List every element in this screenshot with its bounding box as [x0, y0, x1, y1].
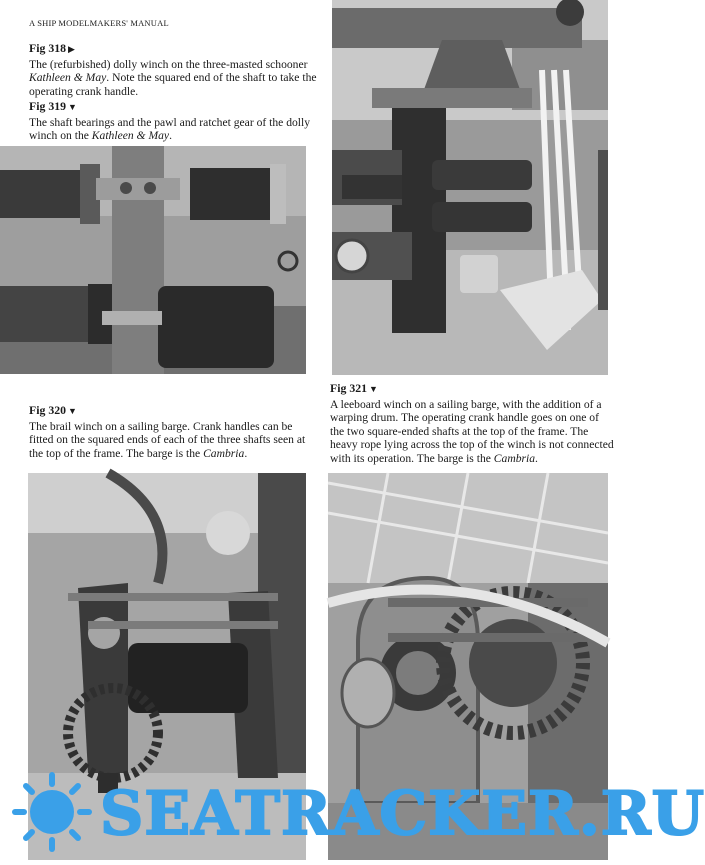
fig-319-photo [0, 146, 306, 374]
fig-320-caption [29, 404, 313, 460]
fig-318-photo [332, 0, 608, 375]
fig-319-caption [29, 100, 319, 143]
fig-319-label: Fig 319 ▼ [29, 99, 77, 113]
fig-318-caption [29, 42, 319, 98]
watermark [0, 770, 705, 860]
fig-318-label: Fig 318 ▶ [29, 41, 75, 55]
fig-320-text: The brail winch on a sailing barge. Crank handles can be fitted on the squared ends of each of the three shafts seen at the top of the frame. The barge is the Cambria. [29, 419, 306, 460]
fig-318-text: The (refurbished) dolly winch on the three-masted schooner Kathleen & May. Note the squared end of the shaft to take the operating crank handle. [29, 57, 317, 98]
fig-320-label: Fig 320 ▼ [29, 403, 77, 417]
sun-logo-icon [15, 775, 89, 849]
fig-319-text: The shaft bearings and the pawl and ratchet gear of the dolly winch on the Kathleen & May. [29, 115, 311, 142]
fig-321-text: A leeboard winch on a sailing barge, with the addition of a warping drum. The operating crank handle goes on one of the two square-ended shafts at the top of the frame. The heavy rope lying across the top of the winch is not connected with its operation. The barge is the Cambria. [330, 397, 614, 465]
fig-321-label: Fig 321 ▼ [330, 381, 378, 395]
running-header: A SHIP MODELMAKERS' MANUAL [29, 18, 169, 28]
watermark-text: SEATRACKER.RU [100, 779, 705, 849]
fig-321-caption [330, 382, 614, 465]
